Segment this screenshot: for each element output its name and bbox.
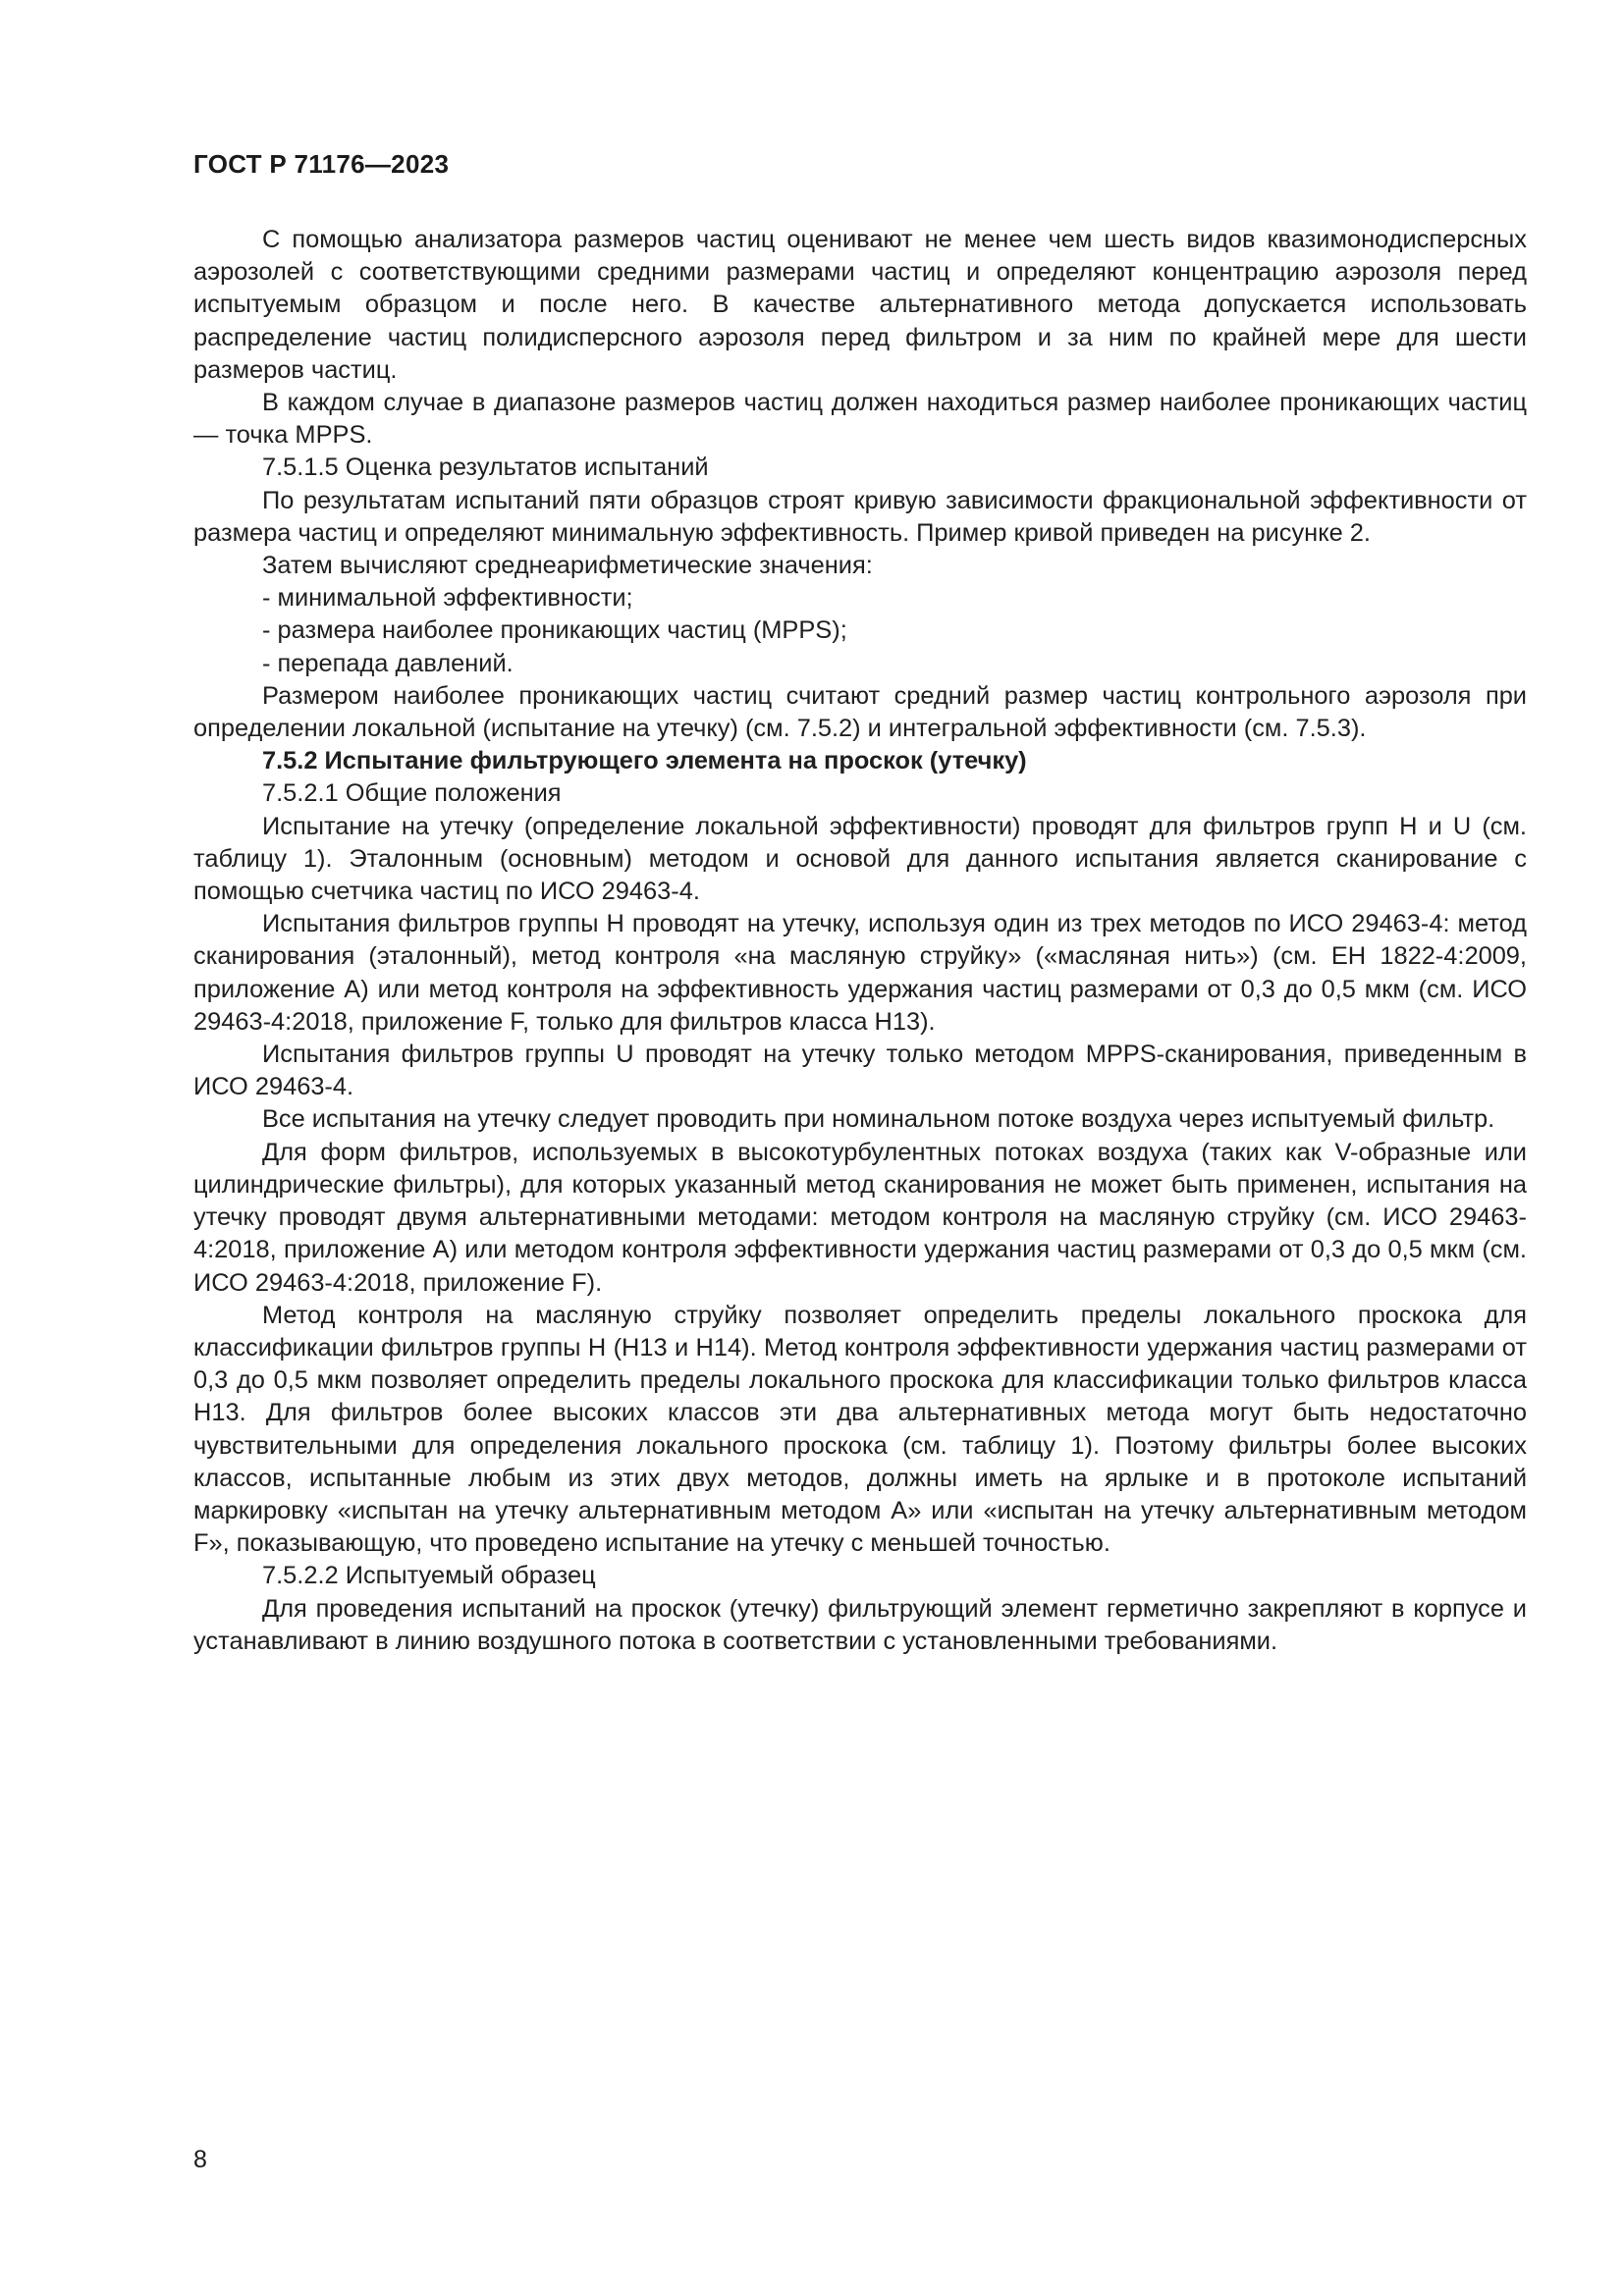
paragraph: В каждом случае в диапазоне размеров частиц должен находиться размер наиболее проникающих частиц — точка MPPS.: [193, 389, 1527, 450]
paragraph: По результатам испытаний пяти образцов строят кривую зависимости фракциональной эффективности от размера частиц и определяют минимальную эффективность. Пример кривой приведен на рисунке 2.: [193, 486, 1527, 547]
list-item: - размера наиболее проникающих частиц (MPPS);: [262, 616, 847, 645]
paragraph: Для форм фильтров, используемых в высокотурбулентных потоках воздуха (таких как V-образные или цилиндрические фильтры), для которых указанный метод сканирования не может быть применен, испытания на утечку проводят двумя альтернативными методами: методом контроля на масляную струйку (см. ИСО 29463-4:2018, приложение А) или методом контроля эффективности удержания частиц размерами от 0,3 до 0,5 мкм (см. ИСО 29463-4:2018, приложение F).: [193, 1138, 1527, 1297]
page-number: 8: [193, 2146, 207, 2173]
paragraph: Испытания фильтров группы Н проводят на утечку, используя один из трех методов по ИСО 29463-4: метод сканирования (эталонный), метод контроля «на масляную струйку» («масляная нить») (см. ЕН 1822-4:2009, приложение А) или метод контроля на эффективность удержания частиц размерами от 0,3 до 0,5 мкм (см. ИСО 29463-4:2018, приложение F, только для фильтров класса Н13).: [193, 910, 1527, 1036]
document-header: ГОСТ Р 71176—2023: [193, 149, 450, 179]
paragraph: Метод контроля на масляную струйку позволяет определить пределы локального проскока для классификации фильтров группы Н (Н13 и Н14). Метод контроля эффективности удержания частиц размерами от 0,3 до 0,5 мкм позволяет определить пределы локального проскока для классификации только фильтров класса Н13. Для фильтров более высоких классов эти два альтернативных метода могут быть недостаточно чувствительными для определения локального проскока (см. таблицу 1). Поэтому фильтры более высоких классов, испытанные любым из этих двух методов, должны иметь на ярлыке и в протоколе испытаний маркировку «испытан на утечку альтернативным методом А» или «испытан на утечку альтернативным методом F», показывающую, что проведено испытание на утечку с меньшей точностью.: [193, 1301, 1527, 1558]
paragraph: С помощью анализатора размеров частиц оценивают не менее чем шесть видов квазимонодисперсных аэрозолей с соответствующими средними размерами частиц и определяют концентрацию аэрозоля перед испытуемым образцом и после него. В качестве альтернативного метода допускается использовать распределение частиц полидисперсного аэрозоля перед фильтром и за ним по крайней мере для шести размеров частиц.: [193, 226, 1527, 384]
section-title: 7.5.2 Испытание фильтрующего элемента на проскок (утечку): [262, 747, 1027, 775]
list-item: - минимальной эффективности;: [262, 584, 633, 613]
paragraph: Все испытания на утечку следует проводить при номинальном потоке воздуха через испытуемый фильтр.: [262, 1105, 1495, 1134]
list-item: - перепада давлений.: [262, 649, 514, 677]
subsection-title: 7.5.1.5 Оценка результатов испытаний: [262, 454, 709, 482]
paragraph: Размером наиболее проникающих частиц считают средний размер частиц контрольного аэрозоля при определении локальной (испытание на утечку) (см. 7.5.2) и интегральной эффективности (см. 7.5.3).: [193, 681, 1527, 743]
paragraph: Испытания фильтров группы U проводят на утечку только методом MPPS-сканирования, приведенным в ИСО 29463-4.: [193, 1041, 1527, 1101]
document-body: [193, 224, 1527, 1658]
paragraph: Испытание на утечку (определение локальной эффективности) проводят для фильтров групп Н и U (см. таблицу 1). Эталонным (основным) методом и основой для данного испытания является сканирование с помощью счетчика частиц по ИСО 29463-4.: [193, 812, 1527, 906]
paragraph: Затем вычисляют среднеарифметические значения:: [262, 552, 873, 580]
subsection-title: 7.5.2.1 Общие положения: [262, 779, 562, 808]
paragraph: Для проведения испытаний на проскок (утечку) фильтрующий элемент герметично закрепляют в корпусе и устанавливают в линию воздушного потока в соответствии с установленными требованиями.: [193, 1594, 1527, 1655]
subsection-title: 7.5.2.2 Испытуемый образец: [262, 1562, 596, 1590]
